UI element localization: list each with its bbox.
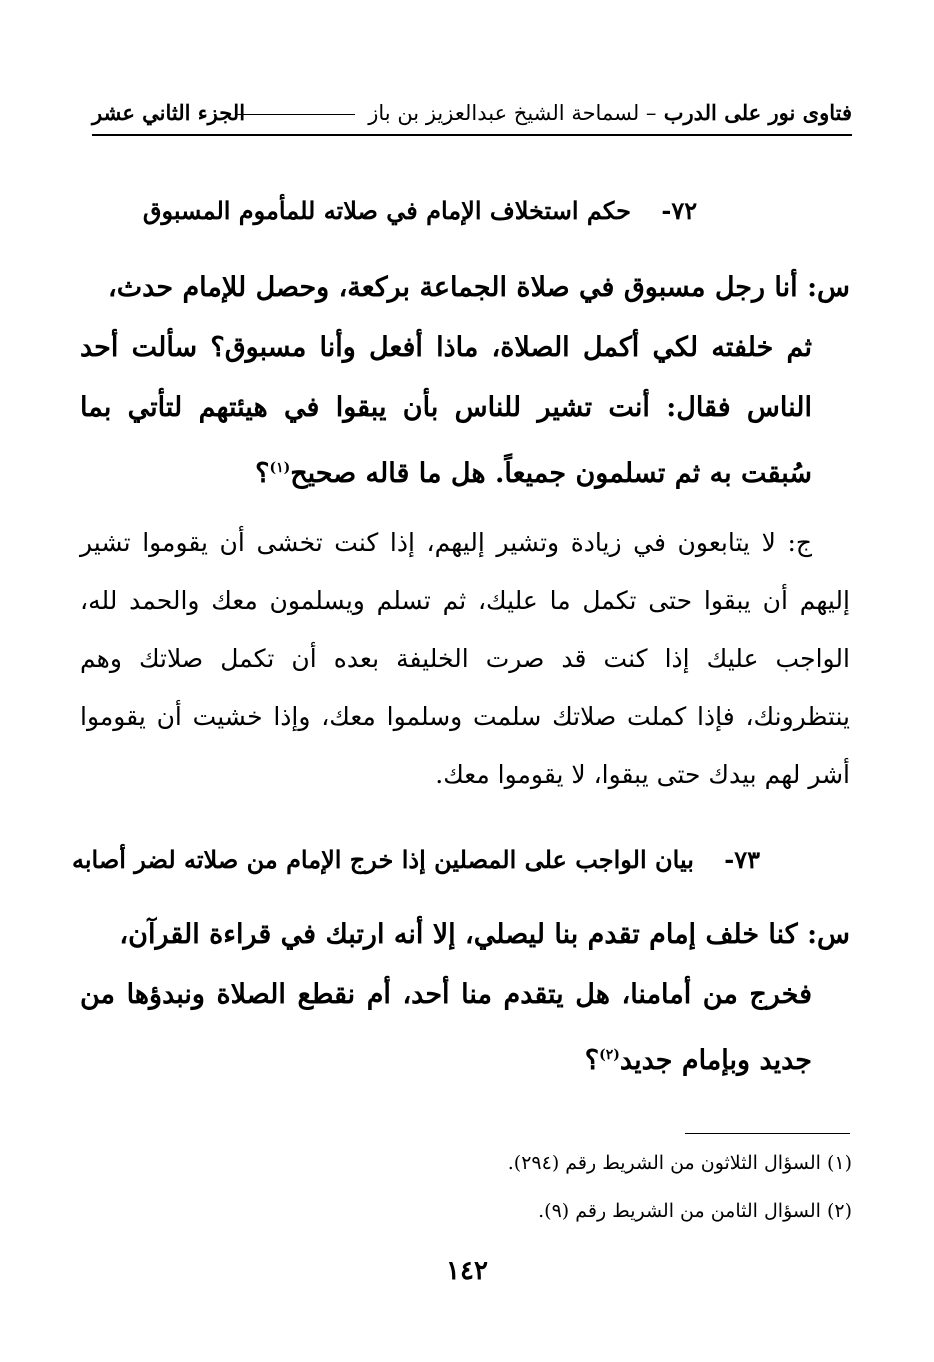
header-author: – لسماحة الشيخ عبدالعزيز بن باز [368,101,657,125]
question-text-first: أنا رجل مسبوق في صلاة الجماعة بركعة، وحصل للإمام حدث، [108,272,798,303]
footnote-ref: (٢) [599,1047,620,1063]
answer-label: ج: [787,528,812,557]
question-text: فخرج من أمامنا، هل يتقدم منا أحد، أم نقطع الصلاة ونبدؤها من جديد وبإمام جديد [80,979,812,1076]
question-mark: ؟ [584,1045,600,1076]
question-text-rest [80,318,850,504]
header-volume: الجزء الثاني عشر [92,100,246,125]
question-mark: ؟ [255,458,270,489]
header-title [229,100,852,125]
section-number: ٧٢- [661,196,698,225]
footnote-1: (١) السؤال الثلاثون من الشريط رقم (٢٩٤). [507,1152,852,1174]
page-number: ١٤٢ [446,1256,488,1286]
footnote-2: (٢) السؤال الثامن من الشريط رقم (٩). [538,1200,852,1222]
question-text-rest [80,965,850,1091]
answer-text: لا يتابعون في زيادة وتشير إليهم، إذا كنت تخشى أن يقوموا تشير إليهم أن يبقوا حتى تكمل ما عليك، ثم تسلم ويسلمون معك والحمد لله، الواجب عليك إذا كنت قد صرت الخليفة بعده أن تكمل صلاتك وهم ينتظرونك، فإذا كملت صلاتك سلمت وسلموا معك، وإذا خشيت أن يقوموا أشر لهم بيدك حتى يبقوا، لا يقوموا معك. [80,528,850,789]
question-73 [80,905,850,1091]
footnote-ref: (١) [269,460,291,476]
book-title: فتاوى نور على الدرب [663,100,852,125]
question-label: س: [807,919,850,950]
question-label: س: [807,272,850,303]
question-72 [80,258,850,504]
section-title: حكم استخلاف الإمام في صلاته للمأموم المسبوق [142,196,631,225]
section-heading-72 [80,196,760,225]
header-dash-rule [235,114,355,115]
answer-72 [80,514,850,804]
footnote-separator [685,1133,850,1134]
question-text-first: كنا خلف إمام تقدم بنا ليصلي، إلا أنه ارتبك في قراءة القرآن، [119,919,798,950]
section-number: ٧٣- [724,845,760,874]
section-title: بيان الواجب على المصلين إذا خرج الإمام من صلاته لضر أصابه [72,845,694,874]
section-heading-73 [72,845,760,874]
header-underline [92,134,852,136]
question-text: ثم خلفته لكي أكمل الصلاة، ماذا أفعل وأنا مسبوق؟ سألت أحد الناس فقال: أنت تشير للناس بأن يبقوا في هيئتهم لتأتي بما سُبقت به ثم تسلمون جميعاً. هل ما قاله صحيح [80,332,812,489]
running-header [92,96,852,136]
